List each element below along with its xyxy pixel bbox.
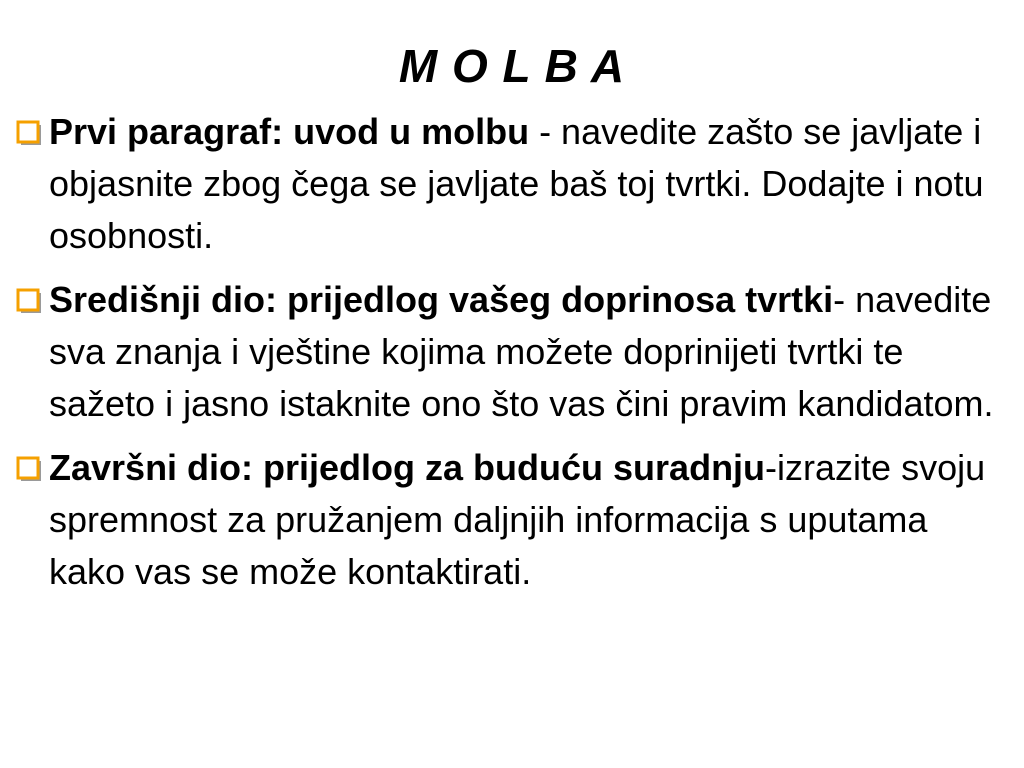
- square-bullet-icon: [16, 456, 44, 484]
- bullet-heading: Završni dio: prijedlog za buduću suradnju: [49, 447, 766, 488]
- slide-title: M O L B A: [398, 40, 626, 92]
- bullet-item-intro: [0, 106, 1024, 262]
- bullet-heading: Središnji dio: prijedlog vašeg doprinosa tvrtki: [49, 279, 834, 320]
- bullet-item-closing: [0, 442, 1024, 598]
- bullet-list: [0, 106, 1024, 610]
- bullet-heading: Prvi paragraf: uvod u molbu: [49, 111, 530, 152]
- bullet-text: - navedite zašto se javljate i objasnite zbog čega se javljate baš toj tvrtki. Dodajte i notu osobnosti.: [49, 111, 984, 256]
- square-bullet-icon: [16, 120, 44, 148]
- square-bullet-icon: [16, 288, 44, 316]
- bullet-item-middle: [0, 274, 1024, 430]
- bullet-text: - navedite sva znanja i vještine kojima možete doprinijeti tvrtki te sažeto i jasno istaknite ono što vas čini pravim kandidatom.: [49, 279, 994, 424]
- bullet-text: -izrazite svoju spremnost za pružanjem daljnjih informacija s uputama kako vas se može kontaktirati.: [49, 447, 986, 592]
